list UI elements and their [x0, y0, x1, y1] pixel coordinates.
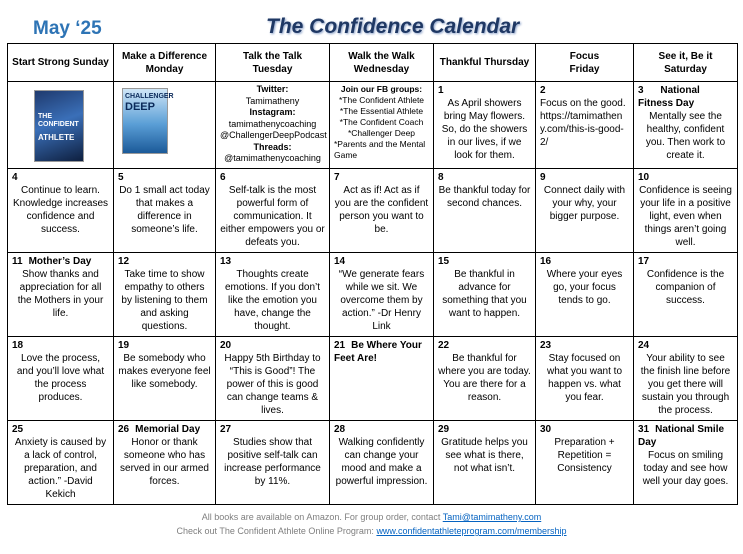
header-row	[8, 44, 738, 82]
day-cell-23	[536, 337, 634, 421]
day-text: Confidence is the companion of success.	[646, 269, 725, 306]
day-text: Confidence is seeing your life in a positive light, even when things aren’t going well.	[639, 185, 732, 248]
day-number: 30	[540, 424, 552, 435]
day-number: 11	[12, 256, 23, 267]
day-cell-1: 1 As April showers bring May flowers. So, do the showers in our lives, if we look for them.	[434, 82, 536, 169]
day-text: Gratitude helps you see what is there, not what isn’t.	[441, 437, 528, 474]
day-text: Be somebody who makes everyone feel like somebody.	[118, 353, 211, 390]
day-text: Happy 5th Birthday to “This is Good”! The power of this is good can change teams & lives.	[224, 353, 321, 416]
day-number: 24	[638, 340, 650, 351]
day-number: 23	[540, 340, 552, 351]
day-number: 15	[438, 256, 450, 267]
day-title: National Smile Day	[638, 424, 725, 448]
day-number: 7	[334, 172, 340, 183]
day-text: “We generate fears while we sit. We overcome them by action.” -Dr Henry Link	[338, 269, 425, 332]
header-friday: Focus Friday	[536, 44, 634, 82]
twitter-handle[interactable]: Tamimatheny	[245, 95, 300, 106]
header-wednesday: Walk the Walk Wednesday	[330, 44, 434, 82]
social-links-cell: Twitter: Tamimatheny Instagram: tamimathenycoaching @ChallengerDeepPodcast Threads: @tamimathenycoaching	[216, 82, 330, 169]
book-cover-image: CHALLENGER DEEP	[122, 88, 168, 154]
day-cell-22	[434, 337, 536, 421]
threads-handle[interactable]: @tamimathenycoaching	[224, 153, 321, 163]
calendar-grid	[7, 43, 738, 505]
day-title: Mother’s Day	[28, 256, 92, 267]
day-text: Self-talk is the most powerful form of communication. It either empowers you or defeats you.	[220, 185, 325, 248]
day-cell-9	[536, 169, 634, 253]
day-number: 4	[12, 172, 18, 183]
day-cell-12	[114, 253, 216, 337]
day-text: Studies show that positive self-talk can increase performance by 11%.	[224, 437, 321, 487]
day-text: Thoughts create emotions. If you don’t like the emotion you have, change the thought.	[224, 269, 321, 332]
day-cell-14	[330, 253, 434, 337]
day-cell-5	[114, 169, 216, 253]
day-cell-31	[634, 421, 738, 505]
day-cell-27	[216, 421, 330, 505]
book-cover-confident-athlete-cell	[8, 82, 114, 169]
day-number: 22	[438, 340, 450, 351]
header-sunday: Start Strong Sunday	[8, 44, 114, 82]
day-text: Continue to learn. Knowledge increases confidence and success.	[12, 185, 109, 235]
day-cell-30	[536, 421, 634, 505]
day-number: 5	[118, 172, 124, 183]
day-text: Your ability to see the finish line before you get there will sustain you through the process.	[640, 353, 731, 416]
day-text: Focus on smiling today and see how well your day goes.	[642, 450, 729, 487]
day-number: 27	[220, 424, 232, 435]
week-row-1	[8, 82, 738, 169]
day-cell-28	[330, 421, 434, 505]
day-cell-19	[114, 337, 216, 421]
day-number: 31	[638, 424, 650, 435]
header-saturday: See it, Be it Saturday	[634, 44, 738, 82]
day-text: Be thankful for where you are today. You are there for a reason.	[438, 353, 531, 403]
day-number: 25	[12, 424, 24, 435]
good-link[interactable]: Focus on the good. https://tamimatheny.com/this-is-good-2/	[540, 98, 626, 148]
day-cell-15	[434, 253, 536, 337]
day-cell-29	[434, 421, 536, 505]
day-text: Stay focused on what you want to happen vs. what you fear.	[546, 353, 623, 403]
week-row-4	[8, 337, 738, 421]
month-label: May ‘25	[33, 18, 102, 39]
book-cover-challenger-deep-cell	[114, 82, 216, 169]
day-number: 9	[540, 172, 546, 183]
day-cell-3: 3 National Fitness Day Mentally see the healthy, confident you. Then work to create it.	[634, 82, 738, 169]
day-text: Take time to show empathy to others by listening to them and asking questions.	[121, 269, 208, 332]
day-text: Honor or thank someone who has served in our armed forces.	[120, 437, 209, 487]
day-cell-24	[634, 337, 738, 421]
day-number: 21	[334, 340, 346, 351]
day-cell-26	[114, 421, 216, 505]
day-text: Show thanks and appreciation for all the Mothers in your life.	[17, 269, 104, 319]
program-url-link[interactable]: www.confidentathleteprogram.com/membership	[376, 526, 567, 536]
day-text: Anxiety is caused by a lack of control, preparation, and action.” -David Kekich	[14, 437, 107, 500]
day-text: Love the process, and you’ll love what the process produces.	[16, 353, 105, 403]
day-text: Walking confidently can change your mood and make a powerful impression.	[335, 437, 428, 487]
day-number: 19	[118, 340, 130, 351]
instagram-handle-2[interactable]: @ChallengerDeepPodcast	[220, 130, 327, 140]
day-cell-8	[434, 169, 536, 253]
day-text: Be thankful in advance for something that you want to happen.	[442, 269, 527, 319]
day-cell-13	[216, 253, 330, 337]
day-number: 16	[540, 256, 552, 267]
header-monday: Make a Difference Monday	[114, 44, 216, 82]
day-cell-2: 2 Focus on the good. https://tamimatheny.com/this-is-good-2/	[536, 82, 634, 169]
week-row-5	[8, 421, 738, 505]
day-cell-11	[8, 253, 114, 337]
day-number: 10	[638, 172, 650, 183]
footer-line-1: All books are available on Amazon. For group order, contact Tami@tamimatheny.com	[201, 512, 542, 522]
day-number: 18	[12, 340, 24, 351]
day-cell-17	[634, 253, 738, 337]
header-tuesday: Talk the Talk Tuesday	[216, 44, 330, 82]
day-cell-20	[216, 337, 330, 421]
day-title: Be Where Your Feet Are!	[334, 340, 422, 364]
day-cell-16	[536, 253, 634, 337]
day-text: Be thankful today for second chances.	[438, 185, 531, 209]
day-number: 17	[638, 256, 650, 267]
day-cell-6	[216, 169, 330, 253]
day-cell-18	[8, 337, 114, 421]
day-text: Connect daily with your why, your bigger purpose.	[543, 185, 626, 222]
day-number: 6	[220, 172, 226, 183]
day-cell-21	[330, 337, 434, 421]
day-number: 12	[118, 256, 130, 267]
day-cell-7	[330, 169, 434, 253]
day-number: 14	[334, 256, 346, 267]
instagram-handle[interactable]: tamimathenycoaching	[228, 118, 317, 129]
day-cell-4	[8, 169, 114, 253]
day-title: Memorial Day	[135, 424, 201, 435]
day-number: 26	[118, 424, 130, 435]
day-number: 8	[438, 172, 444, 183]
day-cell-25	[8, 421, 114, 505]
week-row-3	[8, 253, 738, 337]
day-text: Do 1 small act today that makes a difference in someone’s life.	[119, 185, 210, 235]
day-number: 29	[438, 424, 450, 435]
day-cell-10	[634, 169, 738, 253]
day-text: Preparation + Repetition = Consistency	[554, 437, 615, 474]
day-text: Where your eyes go, your focus tends to go.	[546, 269, 623, 306]
fb-groups-cell: Join our FB groups: *The Confident Athlete *The Essential Athlete *The Confident Coach *Challenger Deep *Parents and the Mental Game	[330, 82, 434, 169]
day-number: 28	[334, 424, 346, 435]
week-row-2	[8, 169, 738, 253]
book-cover-image: THE CONFIDENT ATHLETE	[34, 90, 84, 162]
contact-email-link[interactable]: Tami@tamimatheny.com	[442, 512, 542, 522]
day-text: Act as if! Act as if you are the confident person you want to be.	[334, 185, 429, 235]
footer-line-2: Check out The Confident Athlete Online Program: www.confidentathleteprogram.com/membership	[176, 526, 567, 536]
header-thursday: Thankful Thursday	[434, 44, 536, 82]
day-number: 13	[220, 256, 232, 267]
day-number: 20	[220, 340, 232, 351]
calendar-title: The Confidence Calendar	[266, 15, 520, 38]
